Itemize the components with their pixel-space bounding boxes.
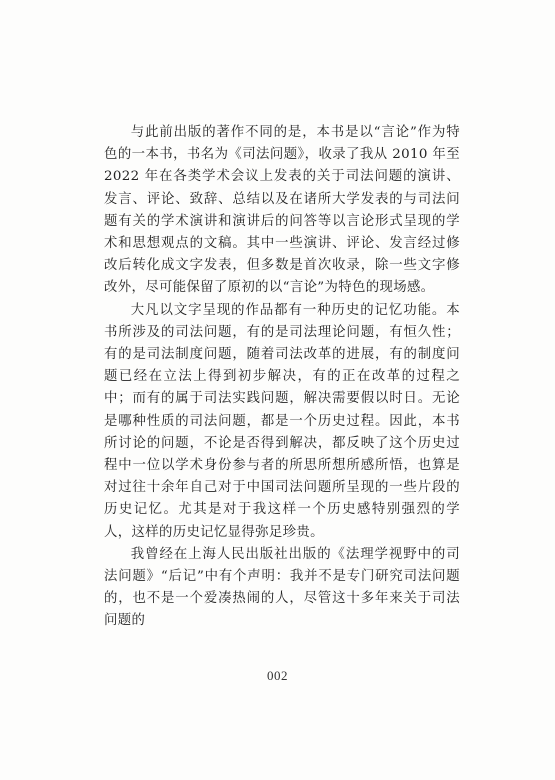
- body-text: [104, 122, 460, 633]
- paragraph-2: 大凡以文字呈现的作品都有一种历史的记忆功能。本书所涉及的司法问题，有的是司法理论问题，有恒久性；有的是司法制度问题，随着司法改革的进展，有的制度问题已经在立法上得到初步解决，有的正在改革的过程之中；而有的属于司法实践问题，解决需要假以时日。无论是哪种性质的司法问题，都是一个历史过程。因此，本书所讨论的问题，不论是否得到解决，都反映了这个历史过程中一位以学术身份参与者的所思所想所感所悟，也算是对过往十余年自己对于中国司法问题所呈现的一些片段的历史记忆。尤其是对于我这样一个历史感特别强烈的学人，这样的历史记忆显得弥足珍贵。: [104, 302, 460, 540]
- page-number: 002: [267, 668, 288, 683]
- paragraph-1: 与此前出版的著作不同的是，本书是以“言论”作为特色的一本书，书名为《司法问题》，收录了我从 2010 年至 2022 年在各类学术会议上发表的关于司法问题的演讲、发言、评论、致辞、总结以及在诸所大学发表的与司法问题有关的学术演讲和演讲后的问答等以言论形式呈现的学术和思想观点的文稿。其中一些演讲、评论、发言经过修改后转化成文字发表，但多数是首次收录，除一些文字修改外，尽可能保留了原初的以“言论”为特色的现场感。: [104, 125, 460, 296]
- paragraph-3: 我曾经在上海人民出版社出版的《法理学视野中的司法问题》“后记”中有个声明：我并不是专门研究司法问题的，也不是一个爱凑热闹的人，尽管这十多年来关于司法问题的: [104, 546, 460, 629]
